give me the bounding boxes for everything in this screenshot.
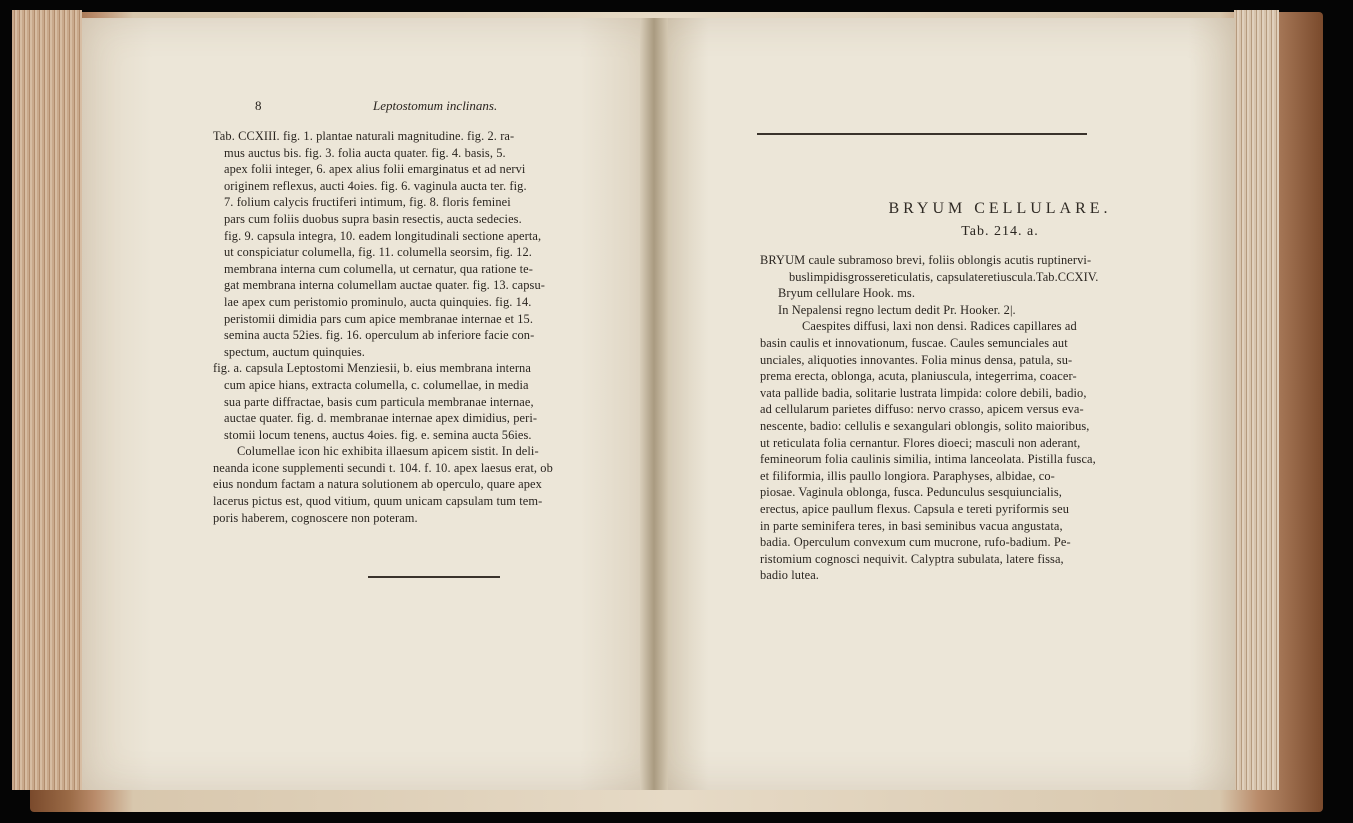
text-line: gat membrana interna columellam auctae quater. fig. 13. capsu- (224, 278, 545, 293)
text-line: badio lutea. (760, 568, 820, 583)
text-line: vata pallide badia, solitarie lustrata limpida: colore debili, badio, (760, 385, 1087, 400)
text-line: prema erecta, oblonga, acuta, planiuscula, integerrima, coacer- (760, 369, 1077, 384)
left-page-body (195, 128, 635, 526)
text-line: ristomium cognosci nequivit. Calyptra subulata, latere fissa, (760, 551, 1064, 566)
text-line: semina aucta 52ies. fig. 16. operculum ab inferiore facie con- (224, 328, 535, 343)
text-line: badia. Operculum convexum cum mucrone, rufo-badium. Pe- (760, 535, 1071, 550)
text-line: cum apice hians, extracta columella, c. columellae, in media (224, 377, 529, 392)
text-line: Caespites diffusi, laxi non densi. Radices capillares ad (802, 319, 1077, 334)
text-line: ad cellularum parietes diffuso: nervo crasso, apicem versus eva- (760, 402, 1084, 417)
text-line: basin caulis et innovationum, fuscae. Caules semunciales aut (760, 335, 1068, 350)
text-line: unciales, aliquoties innovantes. Folia minus densa, patula, su- (760, 352, 1073, 367)
text-line: eius nondum factam a natura solutionem ab operculo, quare apex (213, 477, 542, 492)
text-line: sua parte diffractae, basis cum particula membranae internae, (224, 394, 534, 409)
text-line: mus auctus bis. fig. 3. folia aucta quater. fig. 4. basis, 5. (224, 145, 506, 160)
text-line: lacerus pictus est, quod vitium, quum unicam capsulam tum tem- (213, 494, 543, 509)
text-line: fig. a. capsula Leptostomi Menziesii, b. eius membrana interna (213, 361, 531, 376)
plate-reference: Tab. 214. a. (961, 224, 1039, 239)
species-title: BRYUM CELLULARE. (888, 200, 1112, 217)
text-line: BRYUM caule subramoso brevi, foliis oblongis acutis ruptinervi- (760, 253, 1092, 267)
top-rule (757, 133, 1087, 135)
left-page-edges (12, 10, 82, 790)
text-line: Tab. CCXIII. fig. 1. plantae naturali magnitudine. fig. 2. ra- (213, 129, 515, 143)
text-line: fig. 9. capsula integra, 10. eadem longitudinali sectione aperta, (224, 228, 542, 243)
text-line: poris haberem, cognoscere non poteram. (213, 510, 418, 525)
text-line: Bryum cellulare Hook. ms. (778, 286, 916, 301)
right-page-body (760, 252, 1205, 584)
text-line: in parte seminifera teres, in basi seminibus vacua angustata, (760, 518, 1063, 533)
text-line: 7. folium calycis fructiferi intimum, fig. 8. floris feminei (224, 195, 511, 210)
text-line: originem reflexus, aucti 4oies. fig. 6. vaginula aucta ter. fig. (224, 178, 527, 193)
text-line: lae apex cum peristomio prominulo, aucta quinquies. fig. 14. (224, 294, 532, 309)
text-line: et filiformia, illis paullo longiora. Paraphyses, albidae, co- (760, 468, 1055, 483)
text-line: peristomii dimidia pars cum apice membranae internae et 15. (224, 311, 534, 326)
running-title: Leptostomum inclinans. (373, 98, 498, 113)
text-line: apex folii integer, 6. apex alius folii emarginatus et ad nervi (224, 162, 526, 177)
text-line: Columellae icon hic exhibita illaesum apicem sistit. In deli- (237, 444, 539, 459)
text-line: stomii locum tenens, auctus 4oies. fig. e. semina aucta 56ies. (224, 427, 532, 442)
text-line: pars cum foliis duobus supra basin resectis, aucta sedecies. (224, 211, 522, 226)
book-gutter (640, 18, 668, 790)
end-rule (368, 576, 500, 578)
right-page-edges (1234, 10, 1279, 790)
text-line: buslimpidisgrossereticulatis, capsulateretiuscula.Tab.CCXIV. (789, 269, 1099, 284)
text-line: ut reticulata folia cernantur. Flores dioeci; masculi non aderant, (760, 435, 1081, 450)
text-line: erectus, apice paullum flexus. Capsula e tereti pyriformis seu (760, 501, 1069, 516)
text-line: In Nepalensi regno lectum dedit Pr. Hooker. 2|. (778, 302, 1016, 317)
text-line: femineorum folia caulinis similia, intima lanceolata. Pistilla fusca, (760, 452, 1096, 467)
text-line: spectum, auctum quinquies. (224, 344, 365, 359)
text-line: membrana interna cum columella, ut cernatur, qua ratione te- (224, 261, 533, 276)
text-line: nescente, badio: cellulis e sexangulari oblongis, solito maioribus, (760, 418, 1090, 433)
text-line: neanda icone supplementi secundi t. 104. f. 10. apex laesus erat, ob (213, 460, 553, 475)
text-line: ut conspiciatur columella, fig. 11. columella seorsim, fig. 12. (224, 245, 532, 260)
text-line: auctae quater. fig. d. membranae internae apex dimidius, peri- (224, 411, 538, 426)
text-line: piosae. Vaginula oblonga, fusca. Pedunculus sesquiuncialis, (760, 485, 1062, 500)
page-number: 8 (255, 98, 262, 113)
